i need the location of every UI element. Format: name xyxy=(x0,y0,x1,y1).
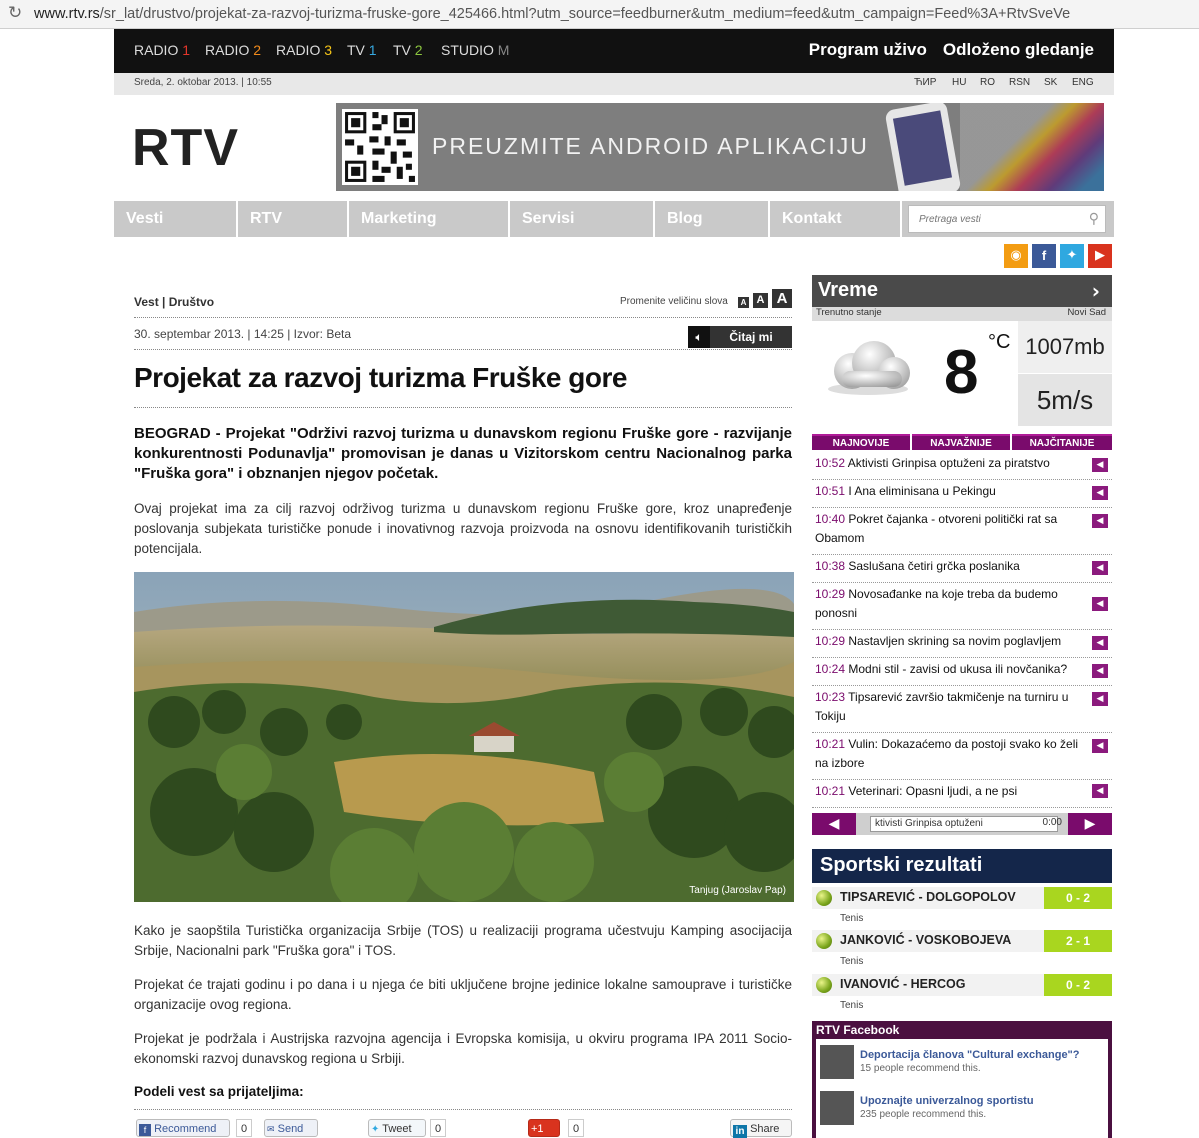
google-plus-button[interactable]: +1 xyxy=(528,1119,560,1137)
channel-radio-1[interactable]: RADIO 1 xyxy=(134,42,191,58)
nav-marketing[interactable]: Marketing xyxy=(349,201,510,237)
list-item[interactable]: 10:29 Nastavljen skrining sa novim poglavljem ◀︎ xyxy=(812,630,1112,658)
speaker-icon: 🔈︎ xyxy=(688,326,710,348)
nav-vesti[interactable]: Vesti xyxy=(114,201,238,237)
tab-najvaznije[interactable]: NAJVAŽNIJE xyxy=(912,434,1010,450)
pressure: 1007mb xyxy=(1018,321,1112,373)
url-host: www.rtv.rs xyxy=(34,6,100,22)
sports-title: Sportski rezultati xyxy=(820,854,983,876)
weather-title: Vreme xyxy=(818,279,879,301)
match-item[interactable] xyxy=(812,930,1112,974)
tab-najcitanije[interactable]: NAJČITANIJE xyxy=(1012,434,1112,450)
speaker-icon[interactable]: ◀︎ xyxy=(1092,486,1108,500)
banner-decoration xyxy=(960,103,1104,191)
facebook-post-link[interactable]: Upoznajte univerzalnog sportistu xyxy=(860,1095,1034,1107)
smartphone-icon xyxy=(884,103,961,191)
article-paragraph: Kako je saopštila Turistička organizacija Srbije (TOS) u realizaciji programa učestvuju Kamping asocijacija Srbije, Nacionalni park "Fruška gora" i TOS. xyxy=(134,923,792,958)
chevron-right-icon[interactable]: › xyxy=(1091,279,1100,303)
linkedin-share-button[interactable]: in Share xyxy=(730,1119,792,1137)
channel-studio-m[interactable]: STUDIO M xyxy=(441,42,510,58)
list-item[interactable]: 10:24 Modni stil - zavisi od ukusa ili novčanika? ◀︎ xyxy=(812,658,1112,686)
facebook-icon: f xyxy=(139,1124,151,1136)
list-item[interactable]: 10:40 Pokret čajanka - otvoreni politički rat sa Obamom ◀︎ xyxy=(812,508,1112,555)
lang-cyrillic[interactable]: ЋИР xyxy=(914,77,937,88)
top-channel-bar xyxy=(114,29,1114,73)
player-ticker: ktivisti Grinpisa optuženi xyxy=(870,816,1058,832)
speaker-icon[interactable]: ◀︎ xyxy=(1092,636,1108,650)
weather-header[interactable] xyxy=(812,275,1112,307)
divider xyxy=(134,317,792,318)
article-paragraph: Ovaj projekat ima za cilj razvoj održivog turizma u dunavskom regionu Fruške gore, kroz unapređenje poslovanja subjekata turističke ponude i inovativnog razvoja proizvoda na osnovu identifikovanih turističkih potencijala. xyxy=(134,501,792,556)
speaker-icon[interactable]: ◀︎ xyxy=(1092,784,1108,798)
facebook-icon[interactable]: f xyxy=(1032,244,1056,268)
breadcrumb[interactable]: Vest | Društvo xyxy=(134,295,215,309)
nav-blog[interactable]: Blog xyxy=(655,201,770,237)
facebook-widget-title: RTV Facebook xyxy=(816,1023,900,1037)
font-size-medium-button[interactable]: A xyxy=(753,293,768,308)
article-title: Projekat za razvoj turizma Fruške gore xyxy=(134,362,627,393)
list-item[interactable]: 10:21 Vulin: Dokazaćemo da postoji svako ko želi na izbore ◀︎ xyxy=(812,733,1112,780)
url-path: /sr_lat/drustvo/projekat-za-razvoj-turizma-fruske-gore_425466.html?utm_source=feedburner&utm_medium=feed&utm_campaign=Feed%3A+RtvSveVe xyxy=(99,6,1071,22)
rtv-logo[interactable]: RTV xyxy=(132,119,239,177)
photo-credit: Tanjug (Jaroslav Pap) xyxy=(689,885,786,896)
match-score: 0 - 2 xyxy=(1044,974,1112,996)
twitter-icon[interactable]: ✦ xyxy=(1060,244,1084,268)
tweet-button[interactable]: ✦ Tweet xyxy=(368,1119,426,1137)
url-field[interactable] xyxy=(34,5,1199,23)
weather-body xyxy=(812,321,1112,425)
list-item[interactable]: 10:23 Tipsarević završio takmičenje na turniru u Tokiju ◀︎ xyxy=(812,686,1112,733)
live-program-link[interactable]: Program uživo xyxy=(808,40,927,59)
share-heading: Podeli vest sa prijateljima: xyxy=(134,1084,304,1099)
list-item[interactable]: 10:38 Saslušana četiri grčka poslanika ◀︎ xyxy=(812,555,1112,583)
speaker-icon[interactable]: ◀︎ xyxy=(1092,692,1108,706)
current-conditions-label: Trenutno stanje xyxy=(816,307,882,318)
speaker-icon[interactable]: ◀︎ xyxy=(1092,458,1108,472)
article-paragraph: Projekat će trajati godinu i po dana i u njega će biti uključene brojne jedinice lokalne samouprave i turističke organizacije ovog regiona. xyxy=(134,977,792,1012)
search-box xyxy=(908,205,1106,233)
news-audio-player xyxy=(812,813,1112,835)
speaker-icon[interactable]: ◀︎ xyxy=(1092,664,1108,678)
wind-speed: 5m/s xyxy=(1018,374,1112,426)
date-strip xyxy=(114,73,1114,95)
match-players: TIPSAREVIĆ - DOLGOPOLOV xyxy=(840,890,1016,904)
facebook-widget xyxy=(812,1021,1112,1138)
article-lead: BEOGRAD - Projekat "Održivi razvoj turizma u dunavskom regionu Fruške gore - razvijanje konkurentnosti Podunavlja" promovisan je danas u Vizitorskom centru Nacionalnog parka "Fruška gora" i obznanjen njegov početak. xyxy=(134,425,792,482)
twitter-icon: ✦ xyxy=(371,1124,380,1135)
divider xyxy=(134,349,792,350)
tweet-count: 0 xyxy=(430,1119,446,1137)
font-size-large-button[interactable]: A xyxy=(772,289,792,308)
divider xyxy=(134,1109,792,1110)
delayed-viewing-link[interactable]: Odloženo gledanje xyxy=(942,40,1094,59)
top-right-links xyxy=(793,40,1094,60)
article-meta: 30. septembar 2013. | 14:25 | Izvor: Beta xyxy=(134,327,352,341)
temperature-unit: °C xyxy=(988,331,1011,353)
nav-servisi[interactable]: Servisi xyxy=(510,201,655,237)
previous-icon[interactable]: ◀ xyxy=(812,813,856,835)
tennis-ball-icon xyxy=(816,977,832,993)
match-sport: Tenis xyxy=(840,956,864,967)
thumbnail-image[interactable] xyxy=(820,1091,854,1125)
list-item[interactable]: 10:52 Aktivisti Grinpisa optuženi za piratstvo ◀︎ xyxy=(812,452,1112,480)
sports-header xyxy=(812,849,1112,883)
youtube-icon[interactable]: ▶ xyxy=(1088,244,1112,268)
rss-icon[interactable]: ◉ xyxy=(1004,244,1028,268)
weather-subheader xyxy=(812,307,1112,321)
nav-kontakt[interactable]: Kontakt xyxy=(770,201,902,237)
tennis-ball-icon xyxy=(816,890,832,906)
list-item[interactable]: 10:51 I Ana eliminisana u Pekingu ◀︎ xyxy=(812,480,1112,508)
list-item[interactable]: 10:21 Veterinari: Opasni ljudi, a ne psi ◀︎ xyxy=(812,780,1112,808)
recommend-count: 0 xyxy=(236,1119,252,1137)
match-item[interactable] xyxy=(812,974,1112,1018)
sports-results-widget xyxy=(812,849,1112,1021)
linkedin-icon: in xyxy=(733,1125,747,1138)
reload-icon[interactable]: ↻ xyxy=(8,3,23,23)
facebook-recommend-button[interactable]: f Recommend xyxy=(136,1119,230,1137)
channel-radio-3[interactable]: RADIO 3 xyxy=(276,42,333,58)
search-input[interactable] xyxy=(909,206,1099,232)
facebook-post-count: 15 people recommend this. xyxy=(860,1063,981,1074)
facebook-feed xyxy=(816,1039,1108,1138)
lang-sk[interactable]: SK xyxy=(1044,77,1058,88)
banner-text: PREUZMITE ANDROID APLIKACIJU xyxy=(432,133,869,159)
tab-najnovije[interactable]: NAJNOVIJE xyxy=(812,434,910,450)
match-players: JANKOVIĆ - VOSKOBOJEVA xyxy=(840,933,1012,947)
match-score: 0 - 2 xyxy=(1044,887,1112,909)
temperature: 8 xyxy=(944,338,979,407)
cloud-icon xyxy=(822,337,914,397)
speaker-icon[interactable]: ◀︎ xyxy=(1092,514,1108,528)
next-icon[interactable]: ▶ xyxy=(1068,813,1112,835)
tennis-ball-icon xyxy=(816,933,832,949)
player-time: 0:00 xyxy=(1042,817,1062,828)
list-item[interactable]: 10:29 Novosađanke na koje treba da budemo ponosni ◀︎ xyxy=(812,583,1112,630)
article-photo[interactable] xyxy=(134,572,794,902)
gplus-count: 0 xyxy=(568,1119,584,1137)
browser-address-bar xyxy=(0,0,1199,29)
qr-code-icon xyxy=(342,109,418,185)
font-size-small-button[interactable]: A xyxy=(738,297,749,308)
divider xyxy=(134,407,792,408)
speaker-icon[interactable]: ◀︎ xyxy=(1092,739,1108,753)
send-icon: ✉ xyxy=(267,1125,275,1135)
weather-widget xyxy=(812,275,1112,425)
facebook-post-link[interactable]: Deportacija članova "Cultural exchange"? xyxy=(860,1049,1080,1061)
android-app-banner[interactable] xyxy=(336,103,1104,191)
match-sport: Tenis xyxy=(840,1000,864,1011)
match-score: 2 - 1 xyxy=(1044,930,1112,952)
speaker-icon[interactable]: ◀︎ xyxy=(1092,561,1108,575)
lang-eng[interactable]: ENG xyxy=(1072,77,1094,88)
match-item[interactable] xyxy=(812,887,1112,931)
article-paragraph: Projekat je podržala i Austrijska razvojna agencija i Evropska komisija, u okviru programa IPA 2011 Socio-ekonomski razvoj dunavskog regiona u Srbiji. xyxy=(134,1031,792,1066)
weather-city: Novi Sad xyxy=(1067,307,1106,318)
search-icon[interactable]: ⚲ xyxy=(1088,211,1099,227)
nav-rtv[interactable]: RTV xyxy=(238,201,349,237)
page xyxy=(114,29,1114,1138)
lang-hu[interactable]: HU xyxy=(952,77,967,88)
match-players: IVANOVIĆ - HERCOG xyxy=(840,977,966,991)
current-date: Sreda, 2. oktobar 2013. | 10:55 xyxy=(134,77,272,88)
match-sport: Tenis xyxy=(840,913,864,924)
news-tabs xyxy=(812,434,1112,450)
read-me-label: Čitaj mi xyxy=(729,330,773,344)
facebook-send-button[interactable]: ✉ Send xyxy=(264,1119,318,1137)
channel-tv-1[interactable]: TV 1 xyxy=(347,42,377,58)
lang-rsn[interactable]: RSN xyxy=(1009,77,1031,88)
font-size-label: Promenite veličinu slova xyxy=(620,296,728,307)
lang-ro[interactable]: RO xyxy=(980,77,995,88)
channel-radio-2[interactable]: RADIO 2 xyxy=(205,42,262,58)
facebook-post-count: 235 people recommend this. xyxy=(860,1109,987,1120)
speaker-icon[interactable]: ◀︎ xyxy=(1092,597,1108,611)
channel-tv-2[interactable]: TV 2 xyxy=(393,42,423,58)
thumbnail-image[interactable] xyxy=(820,1045,854,1079)
read-me-button[interactable] xyxy=(688,326,792,348)
